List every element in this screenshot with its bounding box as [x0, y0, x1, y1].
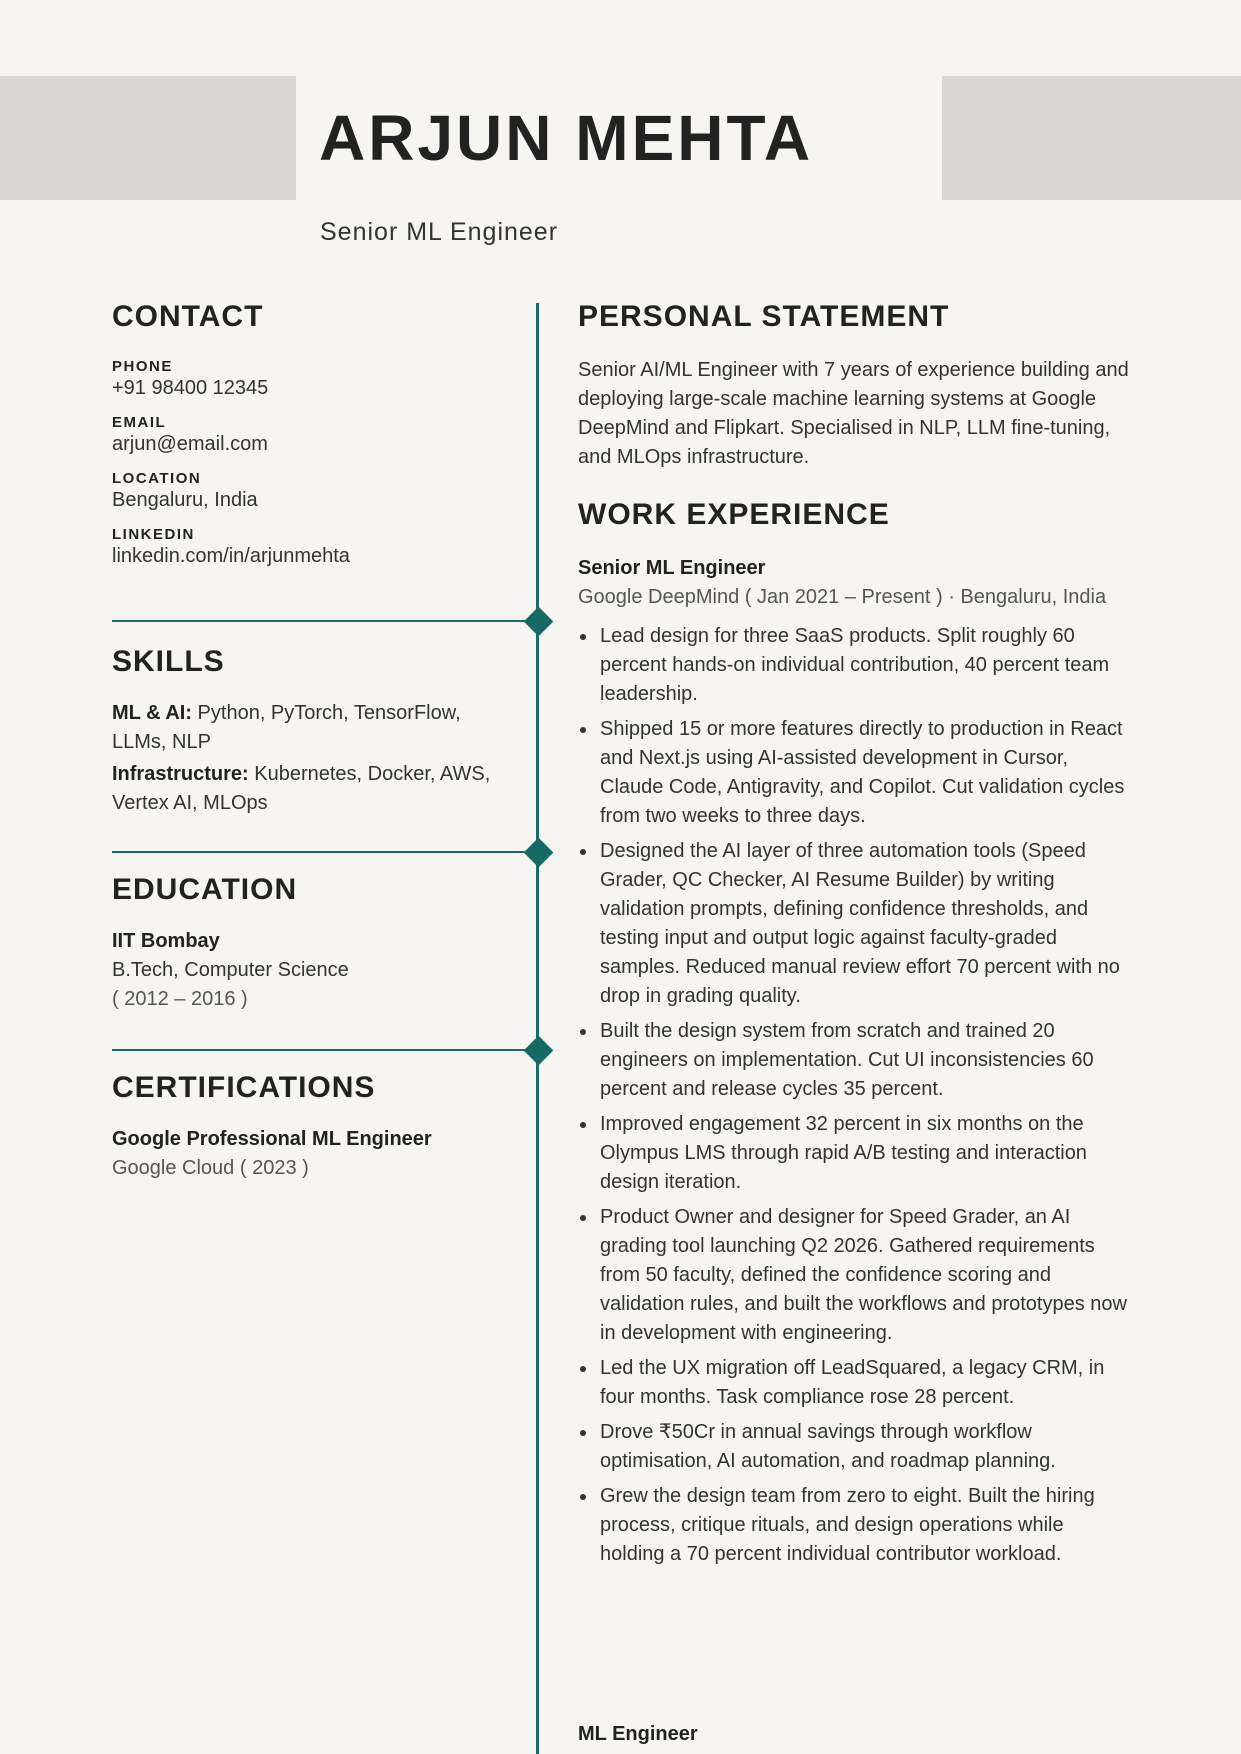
skill-group: [112, 760, 512, 818]
divider-diamond: [524, 1036, 554, 1066]
header-band-right: [942, 76, 1241, 200]
certification-issuer: Google Cloud ( 2023 ): [112, 1157, 309, 1179]
contact-value: Bengaluru, India: [112, 489, 258, 511]
job-bullet: Drove ₹50Cr in annual savings through workflow optimisation, AI automation, and roadmap planning.: [578, 1418, 1133, 1476]
contact-value: +91 98400 12345: [112, 377, 269, 399]
contact-label: EMAIL: [112, 414, 167, 431]
section-heading: CONTACT: [112, 300, 264, 333]
job-entry: [578, 554, 1133, 1569]
skill-group-label: Infrastructure:: [112, 763, 249, 785]
skill-group-value: Python, PyTorch, TensorFlow, LLMs, NLP: [112, 702, 461, 753]
contact-label: PHONE: [112, 358, 173, 375]
skills-list: [112, 699, 512, 818]
job-bullet: Built the design system from scratch and trained 20 engineers on implementation. Cut UI inconsistencies 60 percent and release cycles 35 percent.: [578, 1017, 1133, 1104]
job-role: ML Engineer: [578, 1723, 698, 1745]
job-bullet: Grew the design team from zero to eight. Built the hiring process, critique rituals, and design operations while holding a 70 percent individual contributor workload.: [578, 1482, 1133, 1569]
education-section: [112, 873, 512, 1014]
column-divider: [536, 303, 539, 1754]
job-bullet: Designed the AI layer of three automation tools (Speed Grader, QC Checker, AI Resume Builder) by writing validation prompts, defining confidence thresholds, and testing input and output logic against faculty-graded samples. Reduced manual review effort 70 percent with no drop in grading quality.: [578, 837, 1133, 1011]
skill-group-label: ML & AI:: [112, 702, 192, 724]
contact-item-email: [112, 414, 512, 456]
statement-section: [578, 300, 1133, 472]
certification-name: Google Professional ML Engineer: [112, 1128, 432, 1150]
contact-item-linkedin: [112, 526, 512, 568]
job-role: Senior ML Engineer: [578, 557, 766, 579]
contact-section: [112, 300, 512, 582]
degree: B.Tech, Computer Science: [112, 959, 349, 981]
contact-item-phone: [112, 358, 512, 400]
section-heading: SKILLS: [112, 645, 225, 678]
header-band-left: [0, 76, 296, 200]
experience-section: [578, 498, 1133, 1575]
job-bullet: Product Owner and designer for Speed Grader, an AI grading tool launching Q2 2026. Gathered requirements from 50 faculty, defined the confidence scoring and validation rules, and built the workflows and prototypes now in development with engineering.: [578, 1203, 1133, 1348]
job-bullet: Lead design for three SaaS products. Split roughly 60 percent hands-on individual contribution, 40 percent team leadership.: [578, 622, 1133, 709]
education-entry: [112, 927, 512, 1014]
section-rule: [112, 851, 539, 853]
skills-section: [112, 645, 512, 818]
job-bullets: [578, 622, 1133, 1569]
certification-entry: [112, 1125, 512, 1183]
section-heading: PERSONAL STATEMENT: [578, 300, 950, 333]
skill-group-value: Kubernetes, Docker, AWS, Vertex AI, MLOps: [112, 763, 491, 814]
job-meta: Google DeepMind ( Jan 2021 – Present ) · Bengaluru, India: [578, 586, 1107, 608]
section-heading: EDUCATION: [112, 873, 298, 906]
contact-item-location: [112, 470, 512, 512]
education-dates: ( 2012 – 2016 ): [112, 988, 248, 1010]
contact-value: linkedin.com/in/arjunmehta: [112, 545, 350, 567]
job-bullet: Led the UX migration off LeadSquared, a legacy CRM, in four months. Task compliance rose 28 percent.: [578, 1354, 1133, 1412]
candidate-name: ARJUN MEHTA: [319, 102, 814, 174]
school-name: IIT Bombay: [112, 930, 220, 952]
candidate-title: Senior ML Engineer: [320, 218, 559, 246]
divider-diamond: [524, 607, 554, 637]
divider-diamond: [524, 838, 554, 868]
statement-text: Senior AI/ML Engineer with 7 years of experience building and deploying large-scale machine learning systems at Google DeepMind and Flipkart. Specialised in NLP, LLM fine-tuning, and MLOps infrastructure.: [578, 359, 1129, 468]
section-rule: [112, 1049, 539, 1051]
job-bullet: Shipped 15 or more features directly to production in React and Next.js using AI-assisted development in Cursor, Claude Code, Antigravity, and Copilot. Cut validation cycles from two weeks to three days.: [578, 715, 1133, 831]
contact-list: [112, 358, 512, 568]
contact-value: arjun@email.com: [112, 433, 268, 455]
skill-group: [112, 699, 512, 757]
certifications-section: [112, 1071, 512, 1183]
section-rule: [112, 620, 539, 622]
contact-label: LINKEDIN: [112, 526, 195, 543]
contact-label: LOCATION: [112, 470, 202, 487]
job-bullet: Improved engagement 32 percent in six months on the Olympus LMS through rapid A/B testing and interaction design iteration.: [578, 1110, 1133, 1197]
section-heading: CERTIFICATIONS: [112, 1071, 376, 1104]
section-heading: WORK EXPERIENCE: [578, 498, 890, 531]
